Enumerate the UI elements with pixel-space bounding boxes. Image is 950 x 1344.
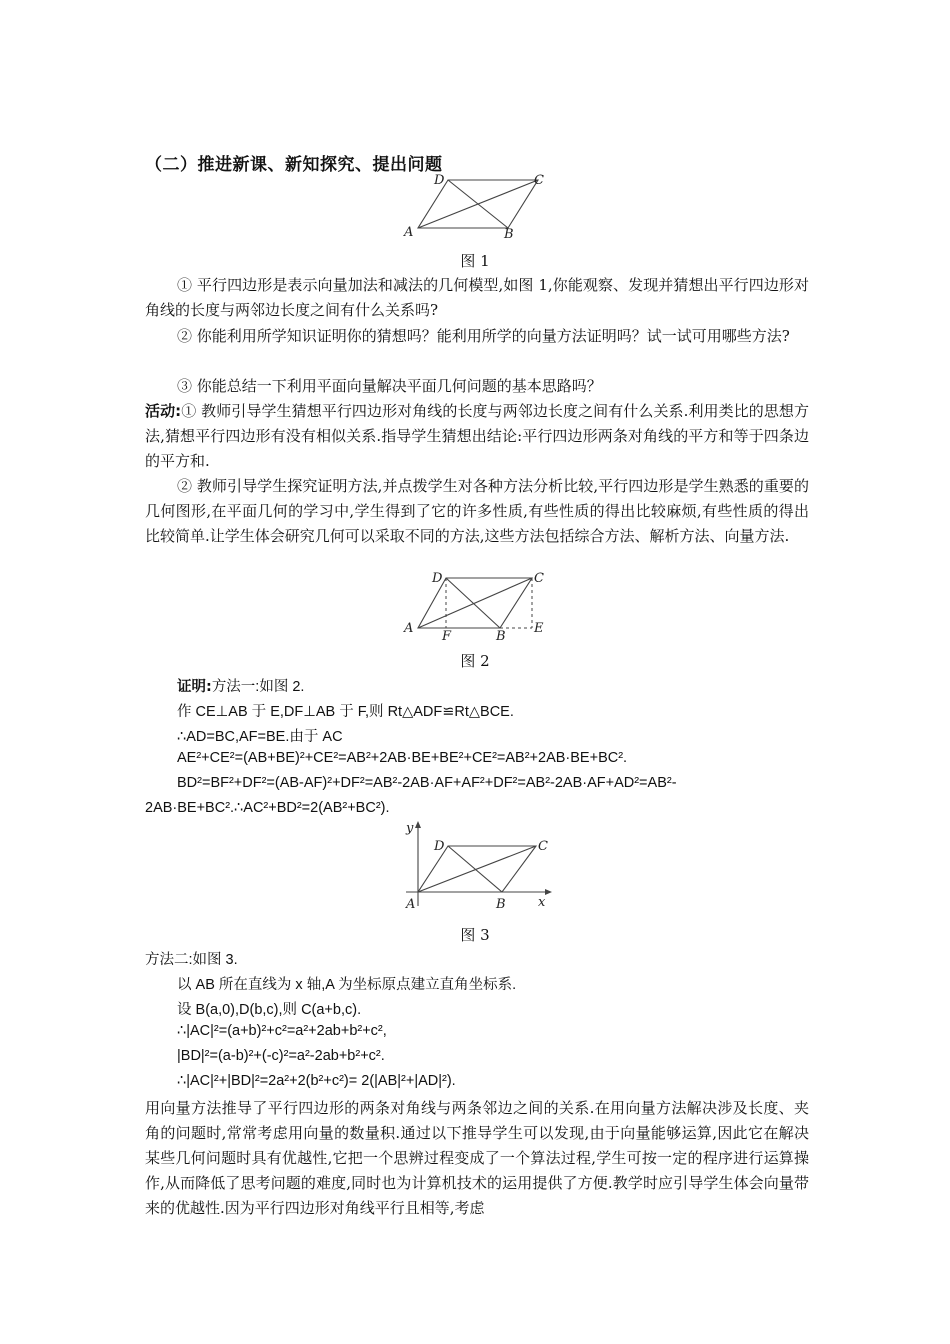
fig2-label-f: F (442, 629, 452, 644)
fig2-label-c: C (534, 571, 544, 586)
fig1-label-b: B (504, 227, 514, 240)
section-heading: （二）推进新课、新知探究、提出问题 (145, 155, 443, 175)
fig2-label-a: A (404, 621, 414, 636)
figure-2-parallelogram (400, 568, 560, 644)
figure-3-coordinate-parallelogram (398, 818, 558, 914)
figure-2-caption: 图 2 (460, 652, 490, 670)
fig2-label-b: B (496, 629, 506, 644)
figure-1-caption: 图 1 (460, 252, 490, 270)
fig3-label-x: x (538, 895, 546, 910)
proof1-intro-line (177, 675, 304, 696)
question-2: ② 你能利用所学知识证明你的猜想吗？能利用所学的向量方法证明吗？试一试可用哪些方法? (177, 327, 790, 345)
fig3-label-b: B (496, 897, 506, 912)
activity-paragraph-1 (145, 399, 809, 474)
fig1-label-d: D (434, 173, 445, 188)
proof1-line-4: BD²=BF²+DF²=(AB-AF)²+DF²=AB²-2AB·AF+AF²+DF²=AB²-2AB·AF+AD²=AB²- (177, 775, 677, 791)
fig2-label-d: D (432, 571, 443, 586)
fig1-label-a: A (404, 225, 414, 240)
proof2-line-3: ∴|AC|²=(a+b)²+c²=a²+2ab+b²+c², (177, 1023, 387, 1039)
proof1-intro: 方法一:如图 2. (211, 679, 305, 695)
fig3-label-c: C (538, 839, 548, 854)
proof2-line-4: |BD|²=(a-b)²+(-c)²=a²-2ab+b²+c². (177, 1048, 385, 1064)
fig2-label-e: E (534, 621, 544, 636)
figure-1-parallelogram (400, 168, 560, 240)
figure-3-caption: 图 3 (460, 926, 490, 944)
proof1-line-3: AE²+CE²=(AB+BE)²+CE²=AB²+2AB·BE+BE²+CE²=AB²+2AB·BE+BC². (177, 750, 628, 766)
activity-paragraph-2: ② 教师引导学生探究证明方法,并点拨学生对各种方法分析比较,平行四边形是学生熟悉的重要的几何图形,在平面几何的学习中,学生得到了它的许多性质,有些性质的得出比较麻烦,有些性质的得出比较简单.让学生体会研究几何可以采取不同的方法,这些方法包括综合方法、解析方法、向量方法. (145, 477, 809, 545)
fig3-label-d: D (434, 839, 445, 854)
proof2-intro: 方法二:如图 3. (145, 952, 238, 968)
proof2-line-2: 设 B(a,0),D(b,c),则 C(a+b,c). (177, 1002, 362, 1018)
question-3: ③ 你能总结一下利用平面向量解决平面几何问题的基本思路吗？ (177, 377, 602, 395)
proof1-line-5: 2AB·BE+BC².∴AC²+BD²=2(AB²+BC²). (145, 800, 390, 816)
activity-label: 活动: (145, 402, 182, 420)
closing-paragraph: 用向量方法推导了平行四边形的两条对角线与两条邻边之间的关系.在用向量方法解决涉及长度、夹角的问题时,常常考虑用向量的数量积.通过以下推导学生可以发现,由于向量能够运算,因此它在解决某些几何问题时具有优越性,它把一个思辨过程变成了一个算法过程,学生可按一定的程序进行运算操作,从而降低了思考问题的难度,同时也为计算机技术的运用提供了方便.教学时应引导学生体会向量带来的优越性.因为平行四边形对角线平行且相等,考虑 (145, 1099, 809, 1217)
fig3-label-y: y (406, 821, 414, 836)
fig1-label-c: C (534, 173, 544, 188)
proof2-line-1: 以 AB 所在直线为 x 轴,A 为坐标原点建立直角坐标系. (177, 977, 517, 993)
fig3-label-a: A (406, 897, 416, 912)
proof1-line-2: ∴AD=BC,AF=BE.由于 AC (177, 729, 343, 745)
proof1-line-1: 作 CE⊥AB 于 E,DF⊥AB 于 F,则 Rt△ADF≌Rt△BCE. (177, 704, 514, 720)
activity-text-1: ① 教师引导学生猜想平行四边形对角线的长度与两邻边长度之间有什么关系.利用类比的思想方法,猜想平行四边形有没有相似关系.指导学生猜想出结论:平行四边形两条对角线的平方和等于四条边的平方和. (145, 402, 809, 470)
question-1: ① 平行四边形是表示向量加法和减法的几何模型,如图 1,你能观察、发现并猜想出平行四边形对角线的长度与两邻边长度之间有什么关系吗? (145, 276, 809, 319)
proof-label: 证明: (177, 679, 212, 695)
proof2-line-5: ∴|AC|²+|BD|²=2a²+2(b²+c²)= 2(|AB|²+|AD|²). (177, 1073, 456, 1089)
